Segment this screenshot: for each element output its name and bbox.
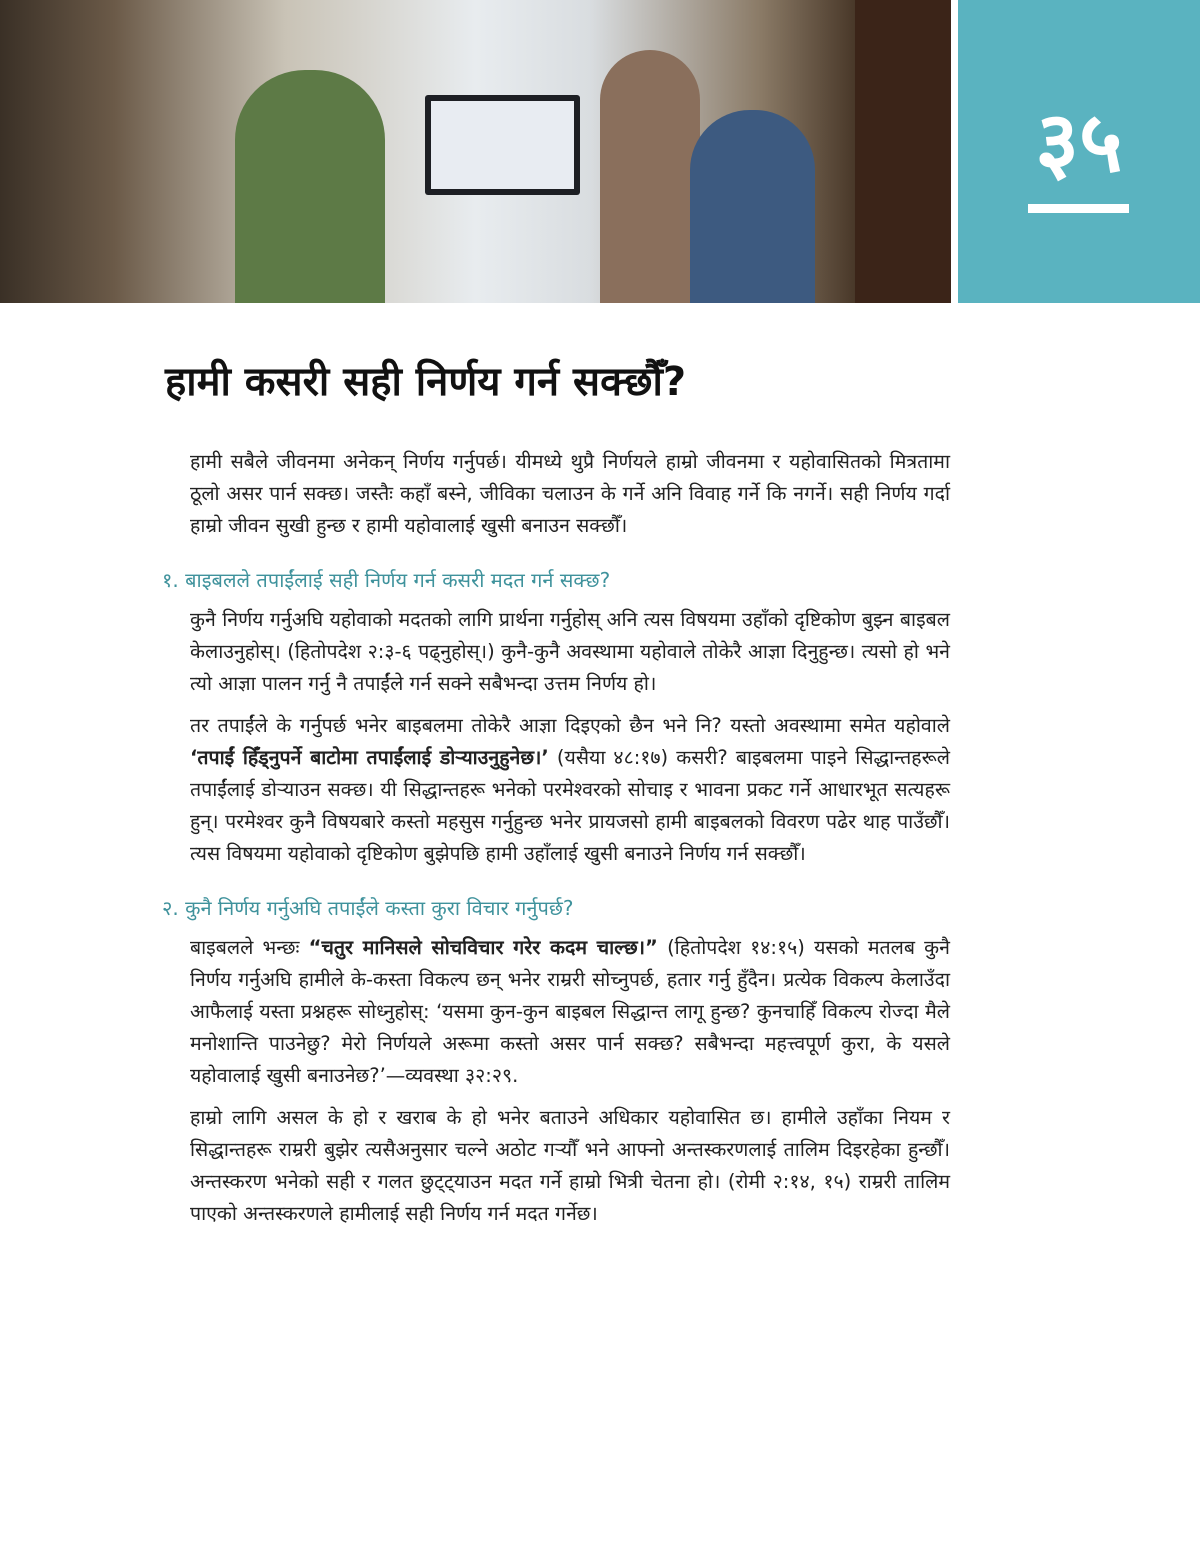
child-figure <box>690 110 815 303</box>
section-2-paragraph-1: बाइबलले भन्छः “चतुर मानिसले सोचविचार गरेर कदम चाल्छ।” (हितोपदेश १४:१५) यसको मतलब कुनै निर्णय गर्नुअघि हामीले के-कस्ता विकल्प छन् भनेर राम्ररी सोच्नुपर्छ, हतार गर्नु हुँदैन। प्रत्येक विकल्प केलाउँदा आफैलाई यस्ता प्रश्नहरू सोध्नुहोस्: ‘यसमा कुन-कुन बाइबल सिद्धान्त लागू हुन्छ? कुनचाहिँ विकल्प रोज्दा मैले मनोशान्ति पाउनेछु? मेरो निर्णयले अरूमा कस्तो असर पार्न सक्छ? सबैभन्दा महत्त्वपूर्ण कुरा, के यसले यहोवालाई खुसी बनाउनेछ?’—व्यवस्था ३२:२९. <box>190 936 950 1087</box>
scripture-quote: “चतुर मानिसले सोचविचार गरेर कदम चाल्छ।” <box>308 936 658 959</box>
section-heading-2: २. कुनै निर्णय गर्नुअघि तपाईंले कस्ता कुरा विचार गर्नुपर्छ? <box>162 896 574 920</box>
family-computer-photo <box>0 0 951 303</box>
section-heading-1: १. बाइबलले तपाईंलाई सही निर्णय गर्न कसरी मदत गर्न सक्छ? <box>162 568 611 592</box>
mother-figure <box>235 70 385 303</box>
father-figure <box>600 50 700 303</box>
lesson-number: ३५ <box>1035 93 1123 191</box>
section-1-paragraph-2: तर तपाईंले के गर्नुपर्छ भनेर बाइबलमा तोकेरै आज्ञा दिइएको छैन भने नि? यस्तो अवस्थामा समेत यहोवाले ‘तपाईं हिँड्नुपर्ने बाटोमा तपाईंलाई डोऱ्याउनुहुनेछ।’ (यसैया ४८:१७) कसरी? बाइबलमा पाइने सिद्धान्तहरूले तपाईंलाई डोऱ्याउन सक्छ। यी सिद्धान्तहरू भनेको परमेश्वरको सोचाइ र भावना प्रकट गर्ने आधारभूत सत्यहरू हुन्। परमेश्वर कुनै विषयबारे कस्तो महसुस गर्नुहुन्छ भनेर प्रायजसो हामी बाइबलको विवरण पढेर थाह पाउँछौँ। त्यस विषयमा यहोवाको दृष्टिकोण बुझेपछि हामी उहाँलाई खुसी बनाउने निर्णय गर्न सक्छौँ। <box>190 714 950 865</box>
lesson-number-badge <box>958 0 1200 303</box>
page-title: हामी कसरी सही निर्णय गर्न सक्छौँ? <box>165 359 687 405</box>
lesson-number-underline <box>1028 204 1129 213</box>
bookshelf <box>855 0 951 303</box>
article-body <box>162 446 950 1240</box>
scripture-quote: ‘तपाईं हिँड्नुपर्ने बाटोमा तपाईंलाई डोऱ्याउनुहुनेछ।’ <box>190 746 549 769</box>
section-2-paragraph-2: हाम्रो लागि असल के हो र खराब के हो भनेर बताउने अधिकार यहोवासित छ। हामीले उहाँका नियम र सिद्धान्तहरू राम्ररी बुझेर त्यसैअनुसार चल्ने अठोट गऱ्यौँ भने आफ्नो अन्तस्करणलाई तालिम दिइरहेका हुन्छौँ। अन्तस्करण भनेको सही र गलत छुट्ट्याउन मदत गर्ने हाम्रो भित्री चेतना हो। (रोमी २:१४, १५) राम्ररी तालिम पाएको अन्तस्करणले हामीलाई सही निर्णय गर्न मदत गर्नेछ। <box>190 1106 950 1225</box>
intro-paragraph: हामी सबैले जीवनमा अनेकन् निर्णय गर्नुपर्छ। यीमध्ये थुप्रै निर्णयले हाम्रो जीवनमा र यहोवासितको मित्रतामा ठूलो असर पार्न सक्छ। जस्तैः कहाँ बस्ने, जीविका चलाउन के गर्ने अनि विवाह गर्ने कि नगर्ने। सही निर्णय गर्दा हाम्रो जीवन सुखी हुन्छ र हामी यहोवालाई खुसी बनाउन सक्छौँ। <box>190 450 950 537</box>
computer-monitor <box>425 95 580 195</box>
section-1-paragraph-1: कुनै निर्णय गर्नुअघि यहोवाको मदतको लागि प्रार्थना गर्नुहोस् अनि त्यस विषयमा उहाँको दृष्टिकोण बुझ्न बाइबल केलाउनुहोस्। (हितोपदेश २:३-६ पढ्नुहोस्।) कुनै-कुनै अवस्थामा यहोवाले तोकेरै आज्ञा दिनुहुन्छ। त्यसो हो भने त्यो आज्ञा पालन गर्नु नै तपाईंले गर्न सक्ने सबैभन्दा उत्तम निर्णय हो। <box>190 608 950 695</box>
